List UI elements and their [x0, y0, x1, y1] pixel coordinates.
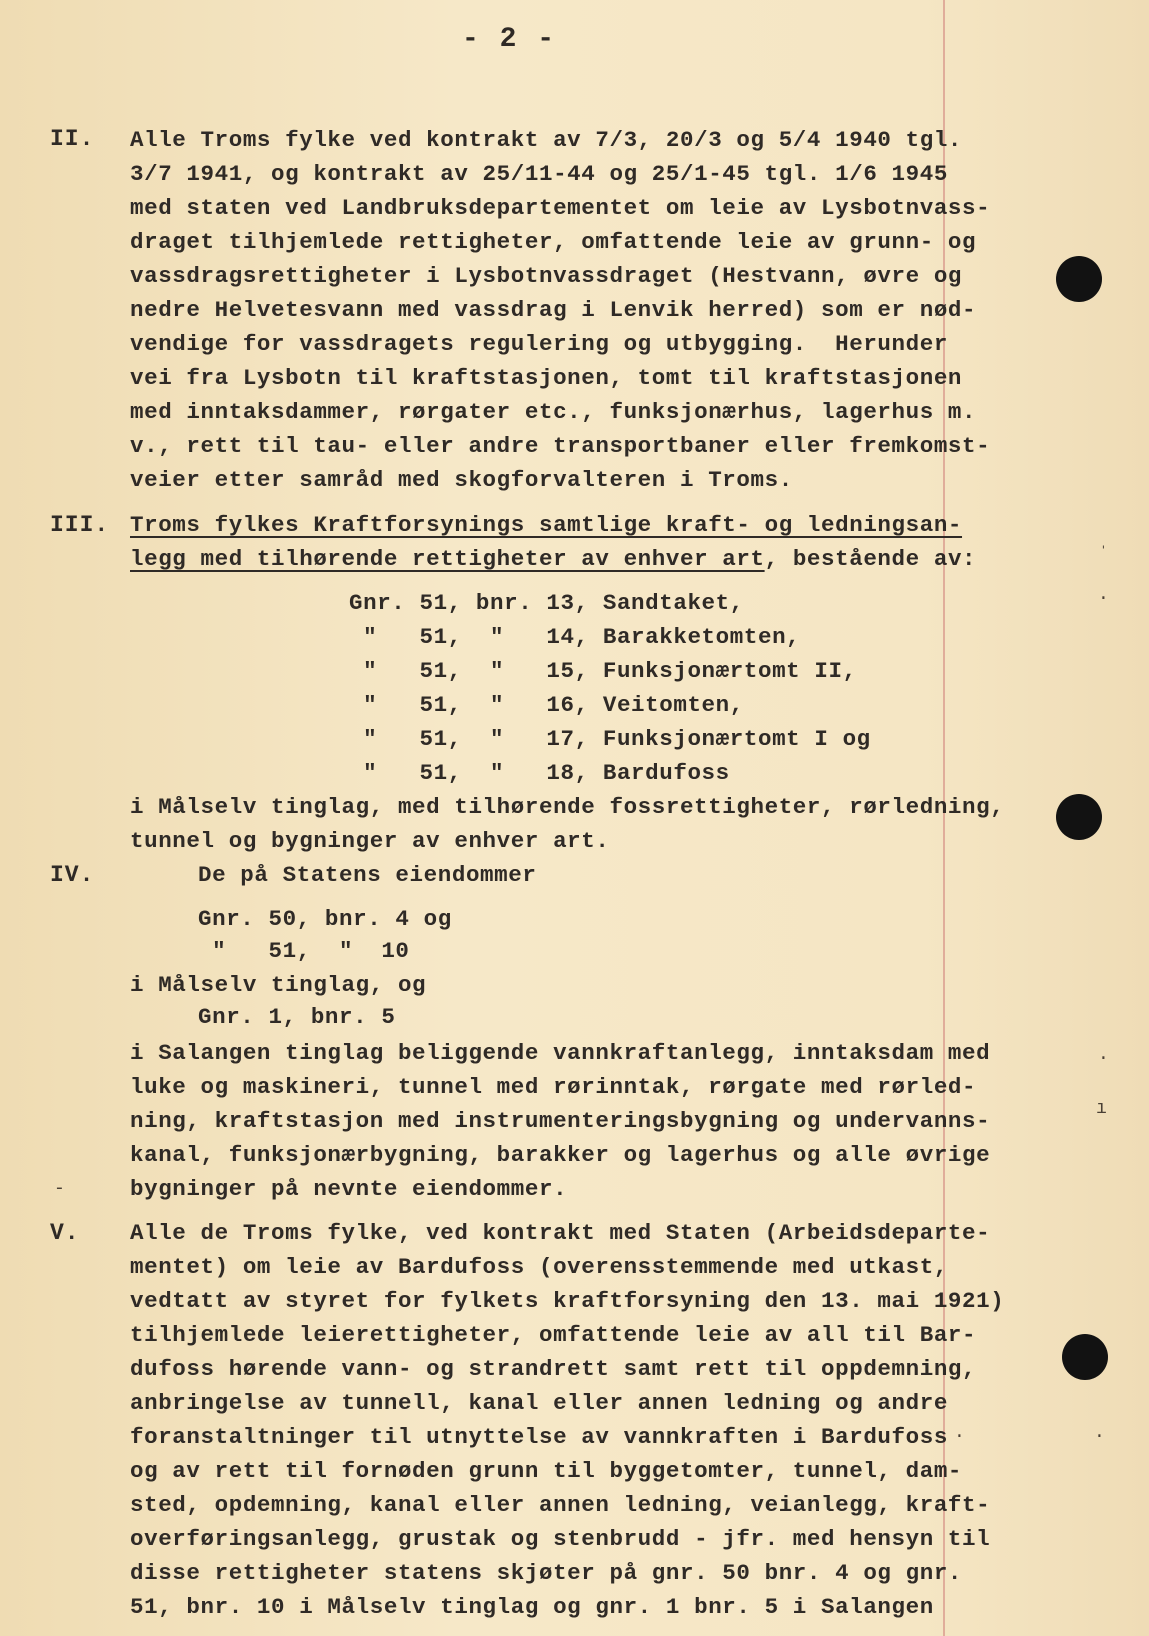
property-row: " 51, " 17, Funksjonærtomt I og	[349, 726, 871, 752]
section-numeral-ii: II.	[50, 126, 95, 152]
punch-hole-bottom	[1062, 1334, 1108, 1380]
speck-mark: -	[54, 1179, 65, 1199]
section-iii-heading-line2	[130, 546, 976, 572]
property-row: " 51, " 16, Veitomten,	[349, 692, 744, 718]
section-ii-line: vassdragsrettigheter i Lysbotnvassdraget (Hestvann, øvre og	[130, 263, 963, 289]
section-v-line: anbringelse av tunnell, kanal eller annen ledning og andre	[130, 1390, 948, 1416]
section-iii-heading-underlined: legg med tilhørende rettigheter av enhver art	[130, 546, 765, 572]
section-ii-line: veier etter samråd med skogforvalteren i Troms.	[130, 467, 793, 493]
section-v-line: 51, bnr. 10 i Målselv tinglag og gnr. 1 bnr. 5 i Salangen	[130, 1594, 934, 1620]
section-ii-line: med staten ved Landbruksdepartementet om leie av Lysbotnvass-	[130, 195, 991, 221]
section-iii-closing-line: i Målselv tinglag, med tilhørende fossrettigheter, rørledning,	[130, 794, 1005, 820]
punch-hole-top	[1056, 256, 1102, 302]
property-row: " 51, " 18, Bardufoss	[349, 760, 730, 786]
section-iv-body-line: bygninger på nevnte eiendommer.	[130, 1176, 568, 1202]
property-row: Gnr. 50, bnr. 4 og	[198, 906, 452, 932]
page-number: - 2 -	[462, 24, 557, 55]
section-numeral-iv: IV.	[50, 862, 95, 888]
section-iii-heading: Troms fylkes Kraftforsynings samtlige kraft- og ledningsan-	[130, 512, 963, 538]
section-v-line: og av rett til fornøden grunn til byggetomter, tunnel, dam-	[130, 1458, 963, 1484]
property-row: " 51, " 14, Barakketomten,	[349, 624, 801, 650]
section-ii-line: draget tilhjemlede rettigheter, omfattende leie av grunn- og	[130, 229, 977, 255]
speck-mark: ˌ	[1098, 531, 1109, 551]
section-ii-line: nedre Helvetesvann med vassdrag i Lenvik herred) som er nød-	[130, 297, 977, 323]
speck-mark: ·	[1094, 1427, 1105, 1447]
section-v-line: tilhjemlede leierettigheter, omfattende leie av all til Bar-	[130, 1322, 977, 1348]
section-ii-line: vendige for vassdragets regulering og utbygging. Herunder	[130, 331, 948, 357]
section-v-line: foranstaltninger til utnyttelse av vannkraften i Bardufoss	[130, 1424, 948, 1450]
section-iv-body-line: luke og maskineri, tunnel med rørinntak, rørgate med rørled-	[130, 1074, 977, 1100]
section-iv-intro: De på Statens eiendommer	[198, 862, 537, 888]
section-v-line: disse rettigheter statens skjøter på gnr. 50 bnr. 4 og gnr.	[130, 1560, 963, 1586]
speck-mark: ·	[954, 1427, 965, 1447]
section-iv-body-line: kanal, funksjonærbygning, barakker og lagerhus og alle øvrige	[130, 1142, 991, 1168]
section-iii-closing-line: tunnel og bygninger av enhver art.	[130, 828, 610, 854]
speck-mark: ı	[1096, 1099, 1107, 1119]
section-numeral-v: V.	[50, 1220, 80, 1246]
section-iv-tinglag: i Målselv tinglag, og	[130, 972, 427, 998]
property-row: " 51, " 10	[198, 938, 410, 964]
section-ii-line: v., rett til tau- eller andre transportbaner eller fremkomst-	[130, 433, 991, 459]
section-ii-line: med inntaksdammer, rørgater etc., funksjonærhus, lagerhus m.	[130, 399, 977, 425]
section-ii-line: Alle Troms fylke ved kontrakt av 7/3, 20/3 og 5/4 1940 tgl.	[130, 127, 963, 153]
section-v-line: dufoss hørende vann- og strandrett samt rett til oppdemning,	[130, 1356, 977, 1382]
section-iii-heading-rest: , bestående av:	[764, 546, 977, 572]
section-iv-body-line: i Salangen tinglag beliggende vannkraftanlegg, inntaksdam med	[130, 1040, 991, 1066]
punch-hole-middle	[1056, 794, 1102, 840]
speck-mark: ·	[1098, 589, 1109, 609]
section-v-line: overføringsanlegg, grustak og stenbrudd - jfr. med hensyn til	[130, 1526, 991, 1552]
property-row: Gnr. 51, bnr. 13, Sandtaket,	[349, 590, 744, 616]
property-row: Gnr. 1, bnr. 5	[198, 1004, 396, 1030]
speck-mark: ·	[1098, 1049, 1109, 1069]
section-v-line: sted, opdemning, kanal eller annen ledning, veianlegg, kraft-	[130, 1492, 991, 1518]
section-iv-body-line: ning, kraftstasjon med instrumenteringsbygning og undervanns-	[130, 1108, 991, 1134]
section-v-line: Alle de Troms fylke, ved kontrakt med Staten (Arbeidsdeparte-	[130, 1220, 991, 1246]
section-ii-line: vei fra Lysbotn til kraftstasjonen, tomt til kraftstasjonen	[130, 365, 963, 391]
property-row: " 51, " 15, Funksjonærtomt II,	[349, 658, 857, 684]
section-v-line: vedtatt av styret for fylkets kraftforsyning den 13. mai 1921)	[130, 1288, 1005, 1314]
section-numeral-iii: III.	[50, 512, 110, 538]
section-ii-line: 3/7 1941, og kontrakt av 25/11-44 og 25/1-45 tgl. 1/6 1945	[130, 161, 948, 187]
section-v-line: mentet) om leie av Bardufoss (overensstemmende med utkast,	[130, 1254, 948, 1280]
